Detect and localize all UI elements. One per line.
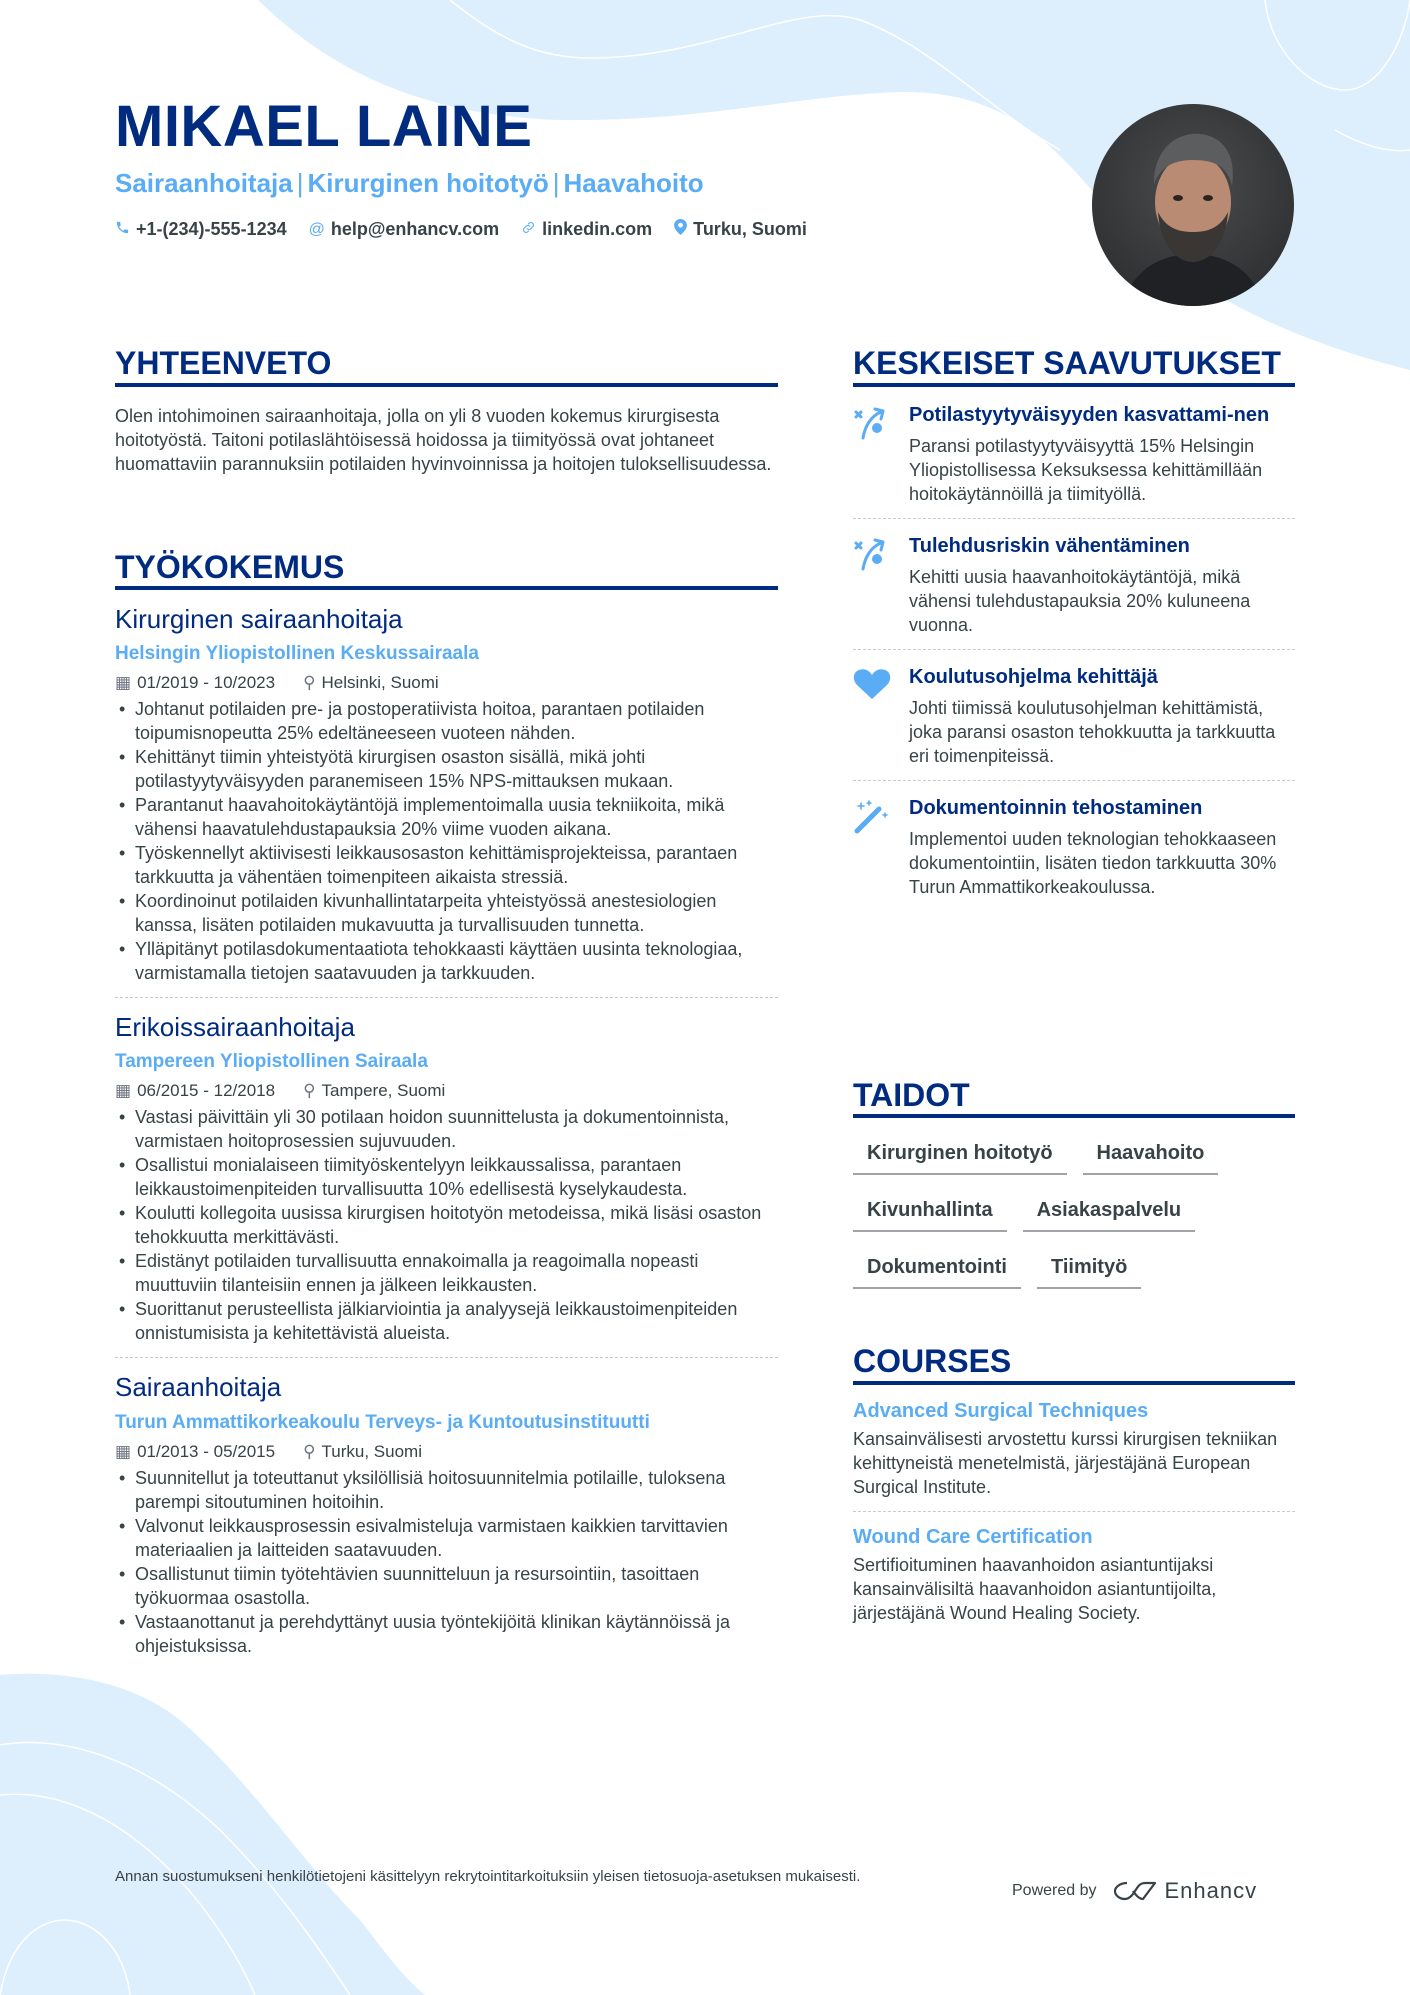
divider xyxy=(115,1357,778,1358)
job-bullet: • Ylläpitänyt potilasdokumentaatiota tehokkaasti käyttäen uusinta teknologiaa, varmistamalla tietojen saatavuuden ja tarkkuuden. xyxy=(115,937,778,985)
title-separator: | xyxy=(552,168,560,198)
skill-tag: Asiakaspalvelu xyxy=(1023,1195,1196,1232)
phone-text: +1-(234)-555-1234 xyxy=(136,219,287,239)
job-role: Kirurginen sairaanhoitaja xyxy=(115,604,403,634)
courses-heading: COURSES xyxy=(853,1343,1012,1379)
enhancv-logo-icon xyxy=(1113,1880,1157,1902)
summary-text: Olen intohimoinen sairaanhoitaja, jolla on yli 8 vuoden kokemus kirurgisesta hoitotyöstä. Taitoni potilaslähtöisessä hoidossa ja tiimityössä ovat johtaneet huomattaviin parannuksiin potilaiden hyvinvoinnissa ja hoitojen tuloksellisuudessa. xyxy=(115,406,772,474)
job-entry xyxy=(115,1372,778,1657)
job-dates xyxy=(115,673,275,693)
experience-list xyxy=(115,604,778,1658)
job-bullet: • Suunnitellut ja toteuttanut yksilöllisiä hoitosuunnitelmia potilaille, tuloksena parempi sitoutuminen hoitoihin. xyxy=(115,1466,778,1514)
job-location xyxy=(303,673,439,693)
job-company: Helsingin Yliopistollinen Keskussairaala xyxy=(115,643,479,665)
skill-tag: Tiimityö xyxy=(1037,1252,1141,1289)
course-title: Wound Care Certification xyxy=(853,1526,1093,1548)
divider xyxy=(115,997,778,998)
job-dates-text: 01/2019 - 10/2023 xyxy=(137,673,276,693)
at-icon: @ xyxy=(308,220,325,238)
achievement-desc: Johti tiimissä koulutusohjelman kehittämistä, joka paransi osaston tehokkuutta ja tarkkuutta eri toimenpiteissä. xyxy=(909,698,1276,766)
contact-location xyxy=(674,219,807,240)
experience-heading: TYÖKOKEMUS xyxy=(115,549,345,585)
skills-heading: TAIDOT xyxy=(853,1077,970,1113)
calendar-icon: ▦ xyxy=(115,673,132,693)
job-bullet: • Työskennellyt aktiivisesti leikkausosaston kehittämisprojekteissa, parantaen tarkkuutta ja vähentäen toimenpiteen aikaista stressiä. xyxy=(115,841,778,889)
calendar-icon: ▦ xyxy=(115,1081,132,1101)
job-role: Erikoissairaanhoitaja xyxy=(115,1012,355,1043)
job-bullet: • Suorittanut perusteellista jälkiarviointia ja analyysejä leikkaustoimenpiteiden onnistumisista ja kehitettävistä alueista. xyxy=(115,1297,778,1345)
job-location xyxy=(303,1081,445,1101)
location-text: Turku, Suomi xyxy=(693,219,807,239)
candidate-title xyxy=(115,168,704,199)
strategy-arrow-icon xyxy=(853,402,893,506)
achievement-item xyxy=(853,664,1295,768)
job-location-text: Tampere, Suomi xyxy=(321,1081,446,1101)
job-bullet: • Osallistunut tiimin työtehtävien suunnitteluun ja resursointiin, tasoittaen työkuormaa osastolla. xyxy=(115,1562,778,1610)
map-pin-icon: ⚲ xyxy=(303,1081,316,1101)
link-icon xyxy=(521,220,536,240)
course-item xyxy=(853,1400,1295,1499)
map-pin-icon: ⚲ xyxy=(303,1441,316,1461)
achievements-heading: KESKEISET SAAVUTUKSET xyxy=(853,345,1281,381)
section-rule xyxy=(853,383,1295,387)
job-bullet: • Parantanut haavahoitokäytäntöjä implementoimalla uusia tekniikoita, mikä vähensi haavatulehdustapauksia 20% viime vuoden aikana. xyxy=(115,793,778,841)
job-bullet: • Vastasi päivittäin yli 30 potilaan hoidon suunnittelusta ja dokumentoinnista, varmistaen hoitoprosessien sujuvuuden. xyxy=(115,1105,778,1153)
linkedin-text: linkedin.com xyxy=(542,219,653,239)
job-dates-text: 06/2015 - 12/2018 xyxy=(137,1081,276,1101)
candidate-name: MIKAEL LAINE xyxy=(115,94,533,159)
job-bullet: • Osallistui monialaiseen tiimityöskentelyyn leikkaussalissa, parantaen leikkaustoimenpiteiden turvallisuutta 10% edellisestä kyselykaudesta. xyxy=(115,1153,778,1201)
job-location xyxy=(303,1442,422,1462)
course-title: Advanced Surgical Techniques xyxy=(853,1400,1149,1422)
title-part: Kirurginen hoitotyö xyxy=(307,168,549,198)
course-item xyxy=(853,1526,1295,1625)
job-meta xyxy=(115,1442,778,1462)
divider xyxy=(853,518,1295,519)
skill-tag: Kirurginen hoitotyö xyxy=(853,1138,1067,1175)
achievement-title: Dokumentoinnin tehostaminen xyxy=(909,797,1203,819)
job-company: Turun Ammattikorkeakoulu Terveys- ja Kuntoutusinstituutti xyxy=(115,1411,650,1433)
job-meta xyxy=(115,673,778,693)
achievement-desc: Kehitti uusia haavanhoitokäytäntöjä, mikä vähensi tulehdustapauksia 20% kuluneena vuonna. xyxy=(909,567,1251,635)
job-location-text: Helsinki, Suomi xyxy=(321,673,439,693)
job-dates-text: 01/2013 - 05/2015 xyxy=(137,1441,276,1461)
section-rule xyxy=(115,586,778,590)
job-role: Sairaanhoitaja xyxy=(115,1372,282,1403)
divider xyxy=(853,649,1295,650)
achievement-title: Tulehdusriskin vähentäminen xyxy=(909,535,1190,557)
course-desc: Kansainvälisesti arvostettu kurssi kirurgisen tekniikan kehittyneistä menetelmistä, järjestäjänä European Surgical Institute. xyxy=(853,1429,1278,1497)
job-dates xyxy=(115,1442,275,1462)
achievements-list xyxy=(853,402,1295,899)
profile-photo xyxy=(1092,104,1294,306)
achievement-item xyxy=(853,533,1295,637)
gdpr-consent: Annan suostumukseni henkilötietojeni käsittelyyn rekrytointitarkoituksiin yleisen tietosuoja-asetuksen mukaisesti. xyxy=(115,1868,861,1885)
achievement-item xyxy=(853,402,1295,506)
powered-by[interactable] xyxy=(1012,1878,1257,1904)
title-separator: | xyxy=(296,168,304,198)
divider xyxy=(853,1511,1295,1512)
job-entry xyxy=(115,604,778,985)
job-entry xyxy=(115,1012,778,1345)
section-rule xyxy=(115,383,778,387)
skill-tag: Dokumentointi xyxy=(853,1252,1021,1289)
courses-list xyxy=(853,1400,1295,1625)
contact-linkedin[interactable] xyxy=(521,219,652,240)
section-rule xyxy=(853,1114,1295,1118)
job-bullet: • Valvonut leikkausprosessin esivalmisteluja varmistaen kaikkien tarvittavien materiaalien ja laitteiden saatavuuden. xyxy=(115,1514,778,1562)
job-bullet: • Kehittänyt tiimin yhteistyötä kirurgisen osaston sisällä, mikä johti potilastyytyväisyyden paranemiseen 15% NPS-mittauksen mukaan. xyxy=(115,745,778,793)
enhancv-brand-name: Enhancv xyxy=(1164,1878,1258,1903)
title-part: Haavahoito xyxy=(563,168,704,198)
job-meta xyxy=(115,1081,778,1101)
job-bullets xyxy=(115,1466,778,1658)
powered-by-label: Powered by xyxy=(1012,1882,1097,1899)
strategy-arrow-icon xyxy=(853,533,893,637)
job-bullet: • Johtanut potilaiden pre- ja postoperatiivista hoitoa, parantaen potilaiden toipumisnopeutta 25% edeltäneeseen vuoteen nähden. xyxy=(115,697,778,745)
summary-heading: YHTEENVETO xyxy=(115,345,332,381)
achievement-desc: Implementoi uuden teknologian tehokkaaseen dokumentointiin, lisäten tiedon tarkkuutta 30% Turun Ammattikorkeakoulussa. xyxy=(909,829,1277,897)
job-dates xyxy=(115,1081,275,1101)
job-bullets xyxy=(115,697,778,985)
achievement-desc: Paransi potilastyytyväisyyttä 15% Helsingin Yliopistollisessa Keksuksessa kehittämillään hoitokäytännöillä ja tiimityöllä. xyxy=(909,436,1263,504)
job-company: Tampereen Yliopistollinen Sairaala xyxy=(115,1051,428,1073)
job-bullet: • Vastaanottanut ja perehdyttänyt uusia työntekijöitä klinikan käytännöissä ja ohjeistuksissa. xyxy=(115,1610,778,1658)
enhancv-logo xyxy=(1113,1878,1258,1904)
skill-tag: Haavahoito xyxy=(1083,1138,1219,1175)
achievement-item xyxy=(853,795,1295,899)
job-bullets xyxy=(115,1105,778,1345)
job-bullet: • Koulutti kollegoita uusissa kirurgisen hoitotyön metodeissa, mikä lisäsi osaston tehokkuutta merkittävästi. xyxy=(115,1201,778,1249)
achievement-title: Koulutusohjelma kehittäjä xyxy=(909,666,1158,688)
map-pin-icon xyxy=(674,219,687,240)
contact-phone[interactable] xyxy=(115,219,287,240)
achievement-title: Potilastyytyväisyyden kasvattami-nen xyxy=(909,404,1270,426)
job-location-text: Turku, Suomi xyxy=(321,1441,422,1461)
calendar-icon: ▦ xyxy=(115,1441,132,1461)
contact-email[interactable] xyxy=(309,219,500,240)
title-part: Sairaanhoitaja xyxy=(115,168,293,198)
skill-tag: Kivunhallinta xyxy=(853,1195,1007,1232)
divider xyxy=(853,780,1295,781)
map-pin-icon: ⚲ xyxy=(303,673,316,693)
job-bullet: • Koordinoinut potilaiden kivunhallintatarpeita yhteistyössä anestesiologien kanssa, lisäten potilaiden mukavuutta ja turvallisuuden tunnetta. xyxy=(115,889,778,937)
magic-wand-icon xyxy=(853,795,893,899)
course-desc: Sertifioituminen haavanhoidon asiantuntijaksi kansainvälisiltä haavanhoidon asiantuntijoilta, järjestäjänä Wound Healing Society. xyxy=(853,1555,1217,1623)
section-rule xyxy=(853,1381,1295,1385)
skills-list xyxy=(853,1138,1295,1289)
heart-icon xyxy=(853,664,893,768)
contact-bar xyxy=(115,219,807,240)
job-bullet: • Edistänyt potilaiden turvallisuutta ennakoimalla ja reagoimalla nopeasti muuttuviin tilanteisiin ennen ja jälkeen leikkausten. xyxy=(115,1249,778,1297)
email-text: help@enhancv.com xyxy=(330,219,500,239)
phone-icon xyxy=(115,220,130,240)
